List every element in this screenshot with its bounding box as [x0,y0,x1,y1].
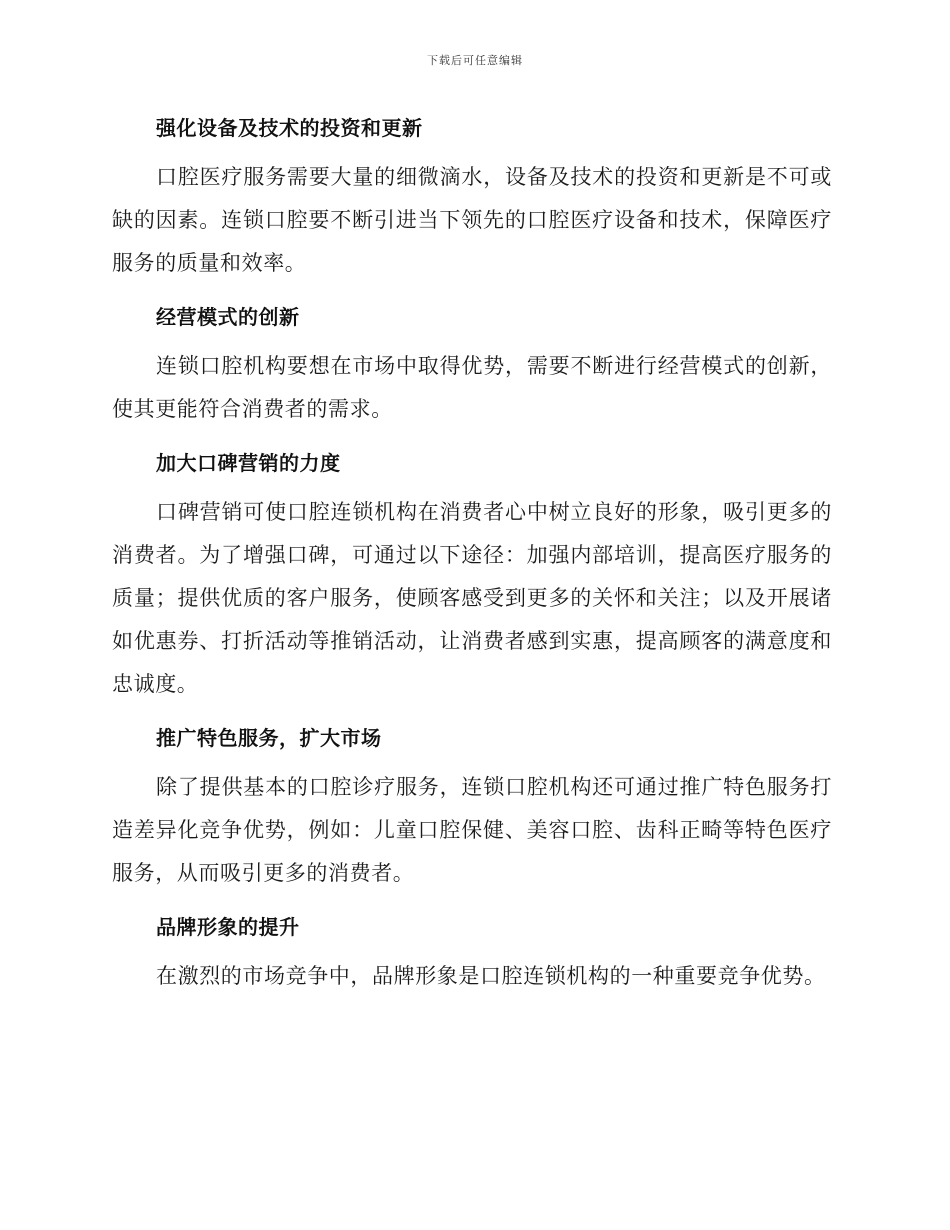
section-paragraph-word-of-mouth: 口碑营销可使口腔连锁机构在消费者心中树立良好的形象，吸引更多的消费者。为了增强口碑，可通过以下途径：加强内部培训，提高医疗服务的质量；提供优质的客户服务，使顾客感受到更多的关怀和关注；以及开展诸如优惠券、打折活动等推销活动，让消费者感到实惠，提高顾客的满意度和忠诚度。 [112,500,832,696]
section-heading-business-model: 经营模式的创新 [156,305,300,329]
section-heading-equipment: 强化设备及技术的投资和更新 [156,116,423,140]
page-header: 下载后可任意编辑 [427,54,523,67]
section-heading-brand-image: 品牌形象的提升 [156,915,300,939]
section-paragraph-brand-image: 在激烈的市场竞争中，品牌形象是口腔连锁机构的一种重要竞争优势。 [156,964,826,988]
section-paragraph-equipment: 口腔医疗服务需要大量的细微滴水，设备及技术的投资和更新是不可或缺的因素。连锁口腔要不断引进当下领先的口腔医疗设备和技术，保障医疗服务的质量和效率。 [112,165,832,275]
section-paragraph-business-model: 连锁口腔机构要想在市场中取得优势，需要不断进行经营模式的创新，使其更能符合消费者的需求。 [112,354,832,421]
section-heading-word-of-mouth: 加大口碑营销的力度 [156,451,341,475]
document-body [112,108,832,1010]
section-paragraph-special-services: 除了提供基本的口腔诊疗服务，连锁口腔机构还可通过推广特色服务打造差异化竞争优势，例如：儿童口腔保健、美容口腔、齿科正畸等特色医疗服务，从而吸引更多的消费者。 [112,775,832,885]
section-heading-special-services: 推广特色服务，扩大市场 [156,726,382,750]
